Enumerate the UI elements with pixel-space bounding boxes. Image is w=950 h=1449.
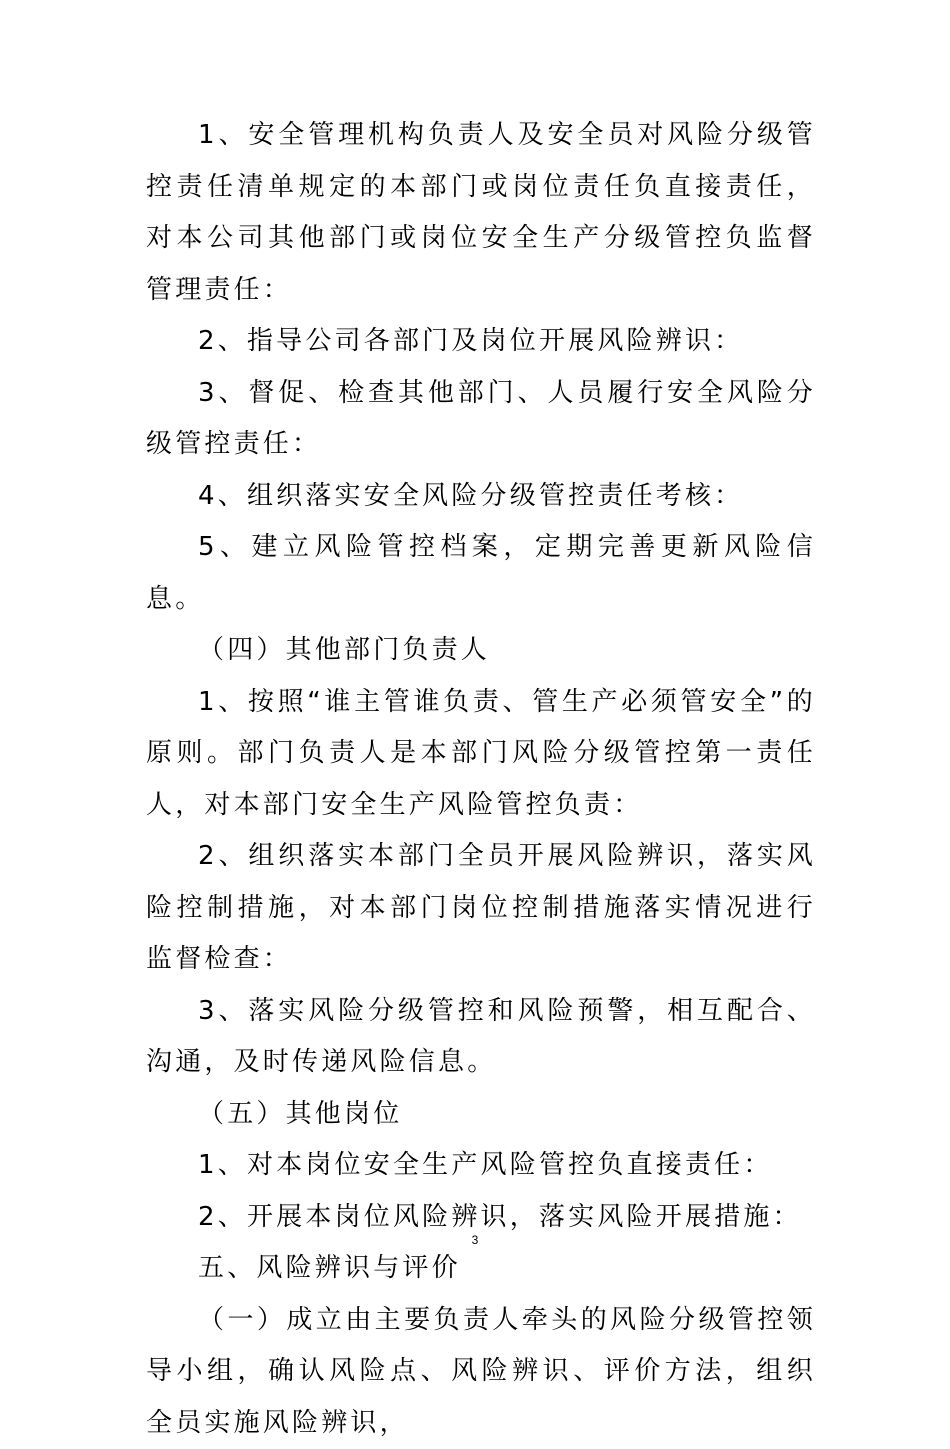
paragraph-item-6: 1、按照“谁主管谁负责、管生产必须管安全”的原则。部门负责人是本部门风险分级管控第一责任人，对本部门安全生产风险管控负责： xyxy=(146,677,816,832)
paragraph-item-8: 3、落实风险分级管控和风险预警，相互配合、沟通，及时传递风险信息。 xyxy=(146,986,816,1089)
paragraph-item-7: 2、组织落实本部门全员开展风险辨识，落实风险控制措施，对本部门岗位控制措施落实情况进行监督检查： xyxy=(146,831,816,986)
paragraph-item-9: 1、对本岗位安全生产风险管控负直接责任： xyxy=(146,1140,816,1192)
section-heading-5: （五）其他岗位 xyxy=(146,1089,816,1141)
document-body xyxy=(146,110,816,1449)
paragraph-item-1: 1、安全管理机构负责人及安全员对风险分级管控责任清单规定的本部门或岗位责任负直接责任，对本公司其他部门或岗位安全生产分级管控负监督管理责任： xyxy=(146,110,816,316)
paragraph-item-11: （一）成立由主要负责人牵头的风险分级管控领导小组，确认风险点、风险辨识、评价方法，组织全员实施风险辨识， xyxy=(146,1295,816,1449)
paragraph-item-4: 4、组织落实安全风险分级管控责任考核： xyxy=(146,471,816,523)
paragraph-item-10: 2、开展本岗位风险辨识，落实风险开展措施： xyxy=(146,1192,816,1244)
paragraph-item-3: 3、督促、检查其他部门、人员履行安全风险分级管控责任： xyxy=(146,368,816,471)
page-number: 3 xyxy=(0,1232,950,1248)
paragraph-item-5: 5、建立风险管控档案，定期完善更新风险信息。 xyxy=(146,522,816,625)
section-heading-4: （四）其他部门负责人 xyxy=(146,625,816,677)
paragraph-item-2: 2、指导公司各部门及岗位开展风险辨识： xyxy=(146,316,816,368)
chapter-heading-5: 五、风险辨识与评价 xyxy=(146,1243,816,1295)
